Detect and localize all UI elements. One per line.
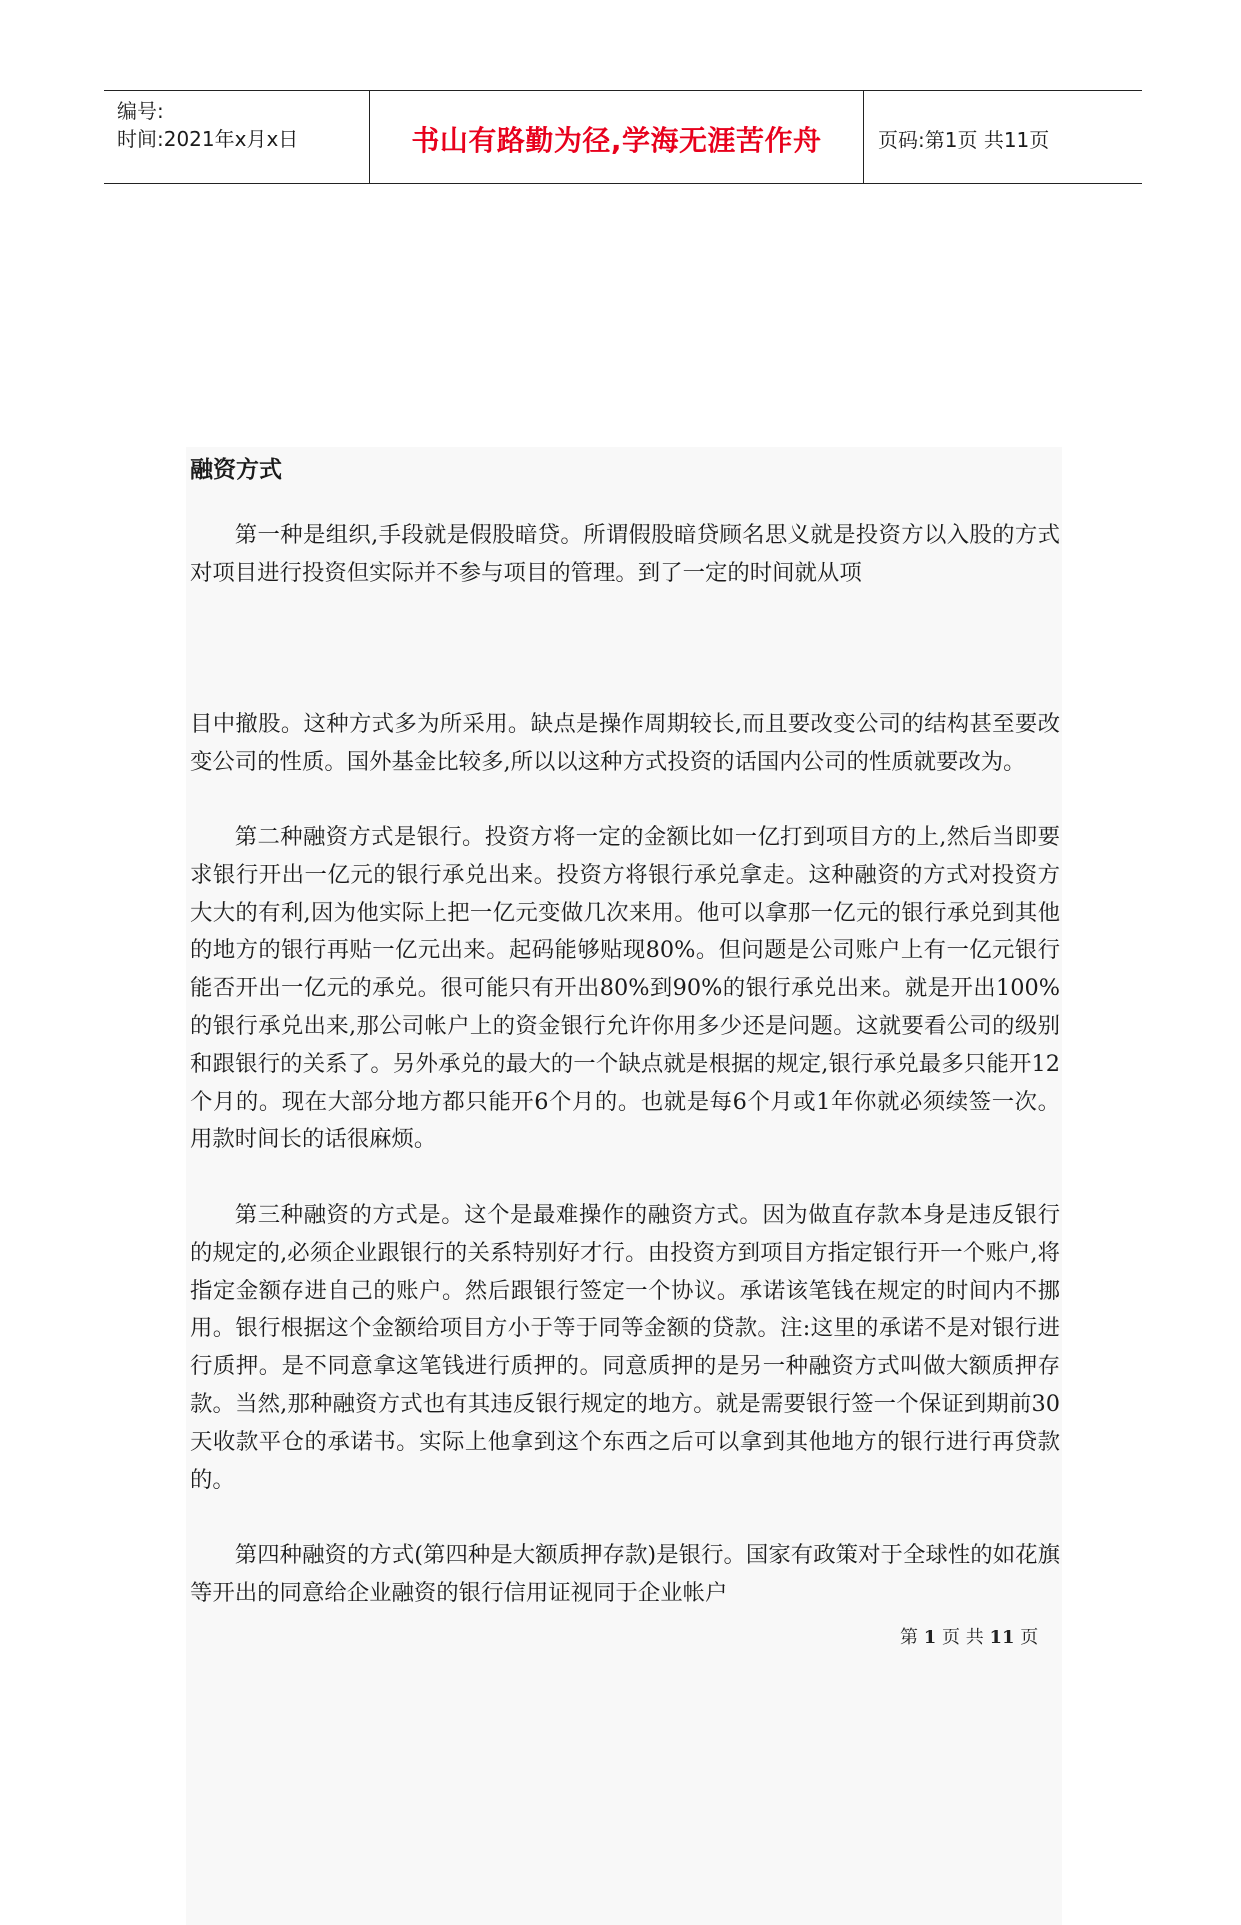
paragraph-1-end: 目中撤股。这种方式多为所采用。缺点是操作周期较长,而且要改变公司的结构甚至要改变公司的性质。国外基金比较多,所以以这种方式投资的话国内公司的性质就要改为。 (190, 711, 1060, 775)
header-page-cell (864, 91, 1142, 183)
page-code-label: 页码:第1页 共11页 (878, 128, 1050, 152)
header-motto-cell (370, 91, 864, 183)
header-info-cell (104, 91, 370, 183)
document-header (104, 90, 1142, 184)
footer-prefix: 第 (900, 1627, 924, 1648)
paragraph-1-start: 第一种是组织,手段就是假股暗贷。所谓假股暗贷顾名思义就是投资方以入股的方式对项目进行投资但实际并不参与项目的管理。到了一定的时间就从项 (190, 522, 1060, 586)
paragraph-2: 第二种融资方式是银行。投资方将一定的金额比如一亿打到项目方的上,然后当即要求银行开出一亿元的银行承兑出来。投资方将银行承兑拿走。这种融资的方式对投资方大大的有利,因为他实际上把一亿元变做几次来用。他可以拿那一亿元的银行承兑到其他的地方的银行再贴一亿元出来。起码能够贴现80%。但问题是公司账户上有一亿元银行能否开出一亿元的承兑。很可能只有开出80%到90%的银行承兑出来。就是开出100%的银行承兑出来,那公司帐户上的资金银行允许你用多少还是问题。这就要看公司的级别和跟银行的关系了。另外承兑的最大的一个缺点就是根据的规定,银行承兑最多只能开12个月的。现在大部分地方都只能开6个月的。也就是每6个月或1年你就必须续签一次。用款时间长的话很麻烦。 (190, 824, 1060, 1153)
paragraph-3: 第三种融资的方式是。这个是最难操作的融资方式。因为做直存款本身是违反银行的规定的,必须企业跟银行的关系特别好才行。由投资方到项目方指定银行开一个账户,将指定金额存进自己的账户。然后跟银行签定一个协议。承诺该笔钱在规定的时间内不挪用。银行根据这个金额给项目方小于等于同等金额的贷款。注:这里的承诺不是对银行进行质押。是不同意拿这笔钱进行质押的。同意质押的是另一种融资方式叫做大额质押存款。当然,那种融资方式也有其违反银行规定的地方。就是需要银行签一个保证到期前30天收款平仓的承诺书。实际上他拿到这个东西之后可以拿到其他地方的银行进行再贷款的。 (190, 1202, 1060, 1493)
document-heading: 融资方式 (190, 457, 282, 483)
footer-suffix: 页 (1014, 1627, 1039, 1648)
document-number-label: 编号: (117, 99, 164, 123)
document-time-label: 时间:2021年x月x日 (117, 127, 299, 151)
footer-middle: 页 共 (936, 1627, 990, 1648)
footer-page-number: 1 (923, 1627, 937, 1648)
footer-total-pages: 11 (989, 1627, 1015, 1648)
motto-text: 书山有路勤为径,学海无涯苦作舟 (411, 124, 822, 157)
page-footer (900, 1623, 1038, 1649)
paragraph-4: 第四种融资的方式(第四种是大额质押存款)是银行。国家有政策对于全球性的如花旗等开出的同意给企业融资的银行信用证视同于企业帐户 (190, 1542, 1060, 1606)
